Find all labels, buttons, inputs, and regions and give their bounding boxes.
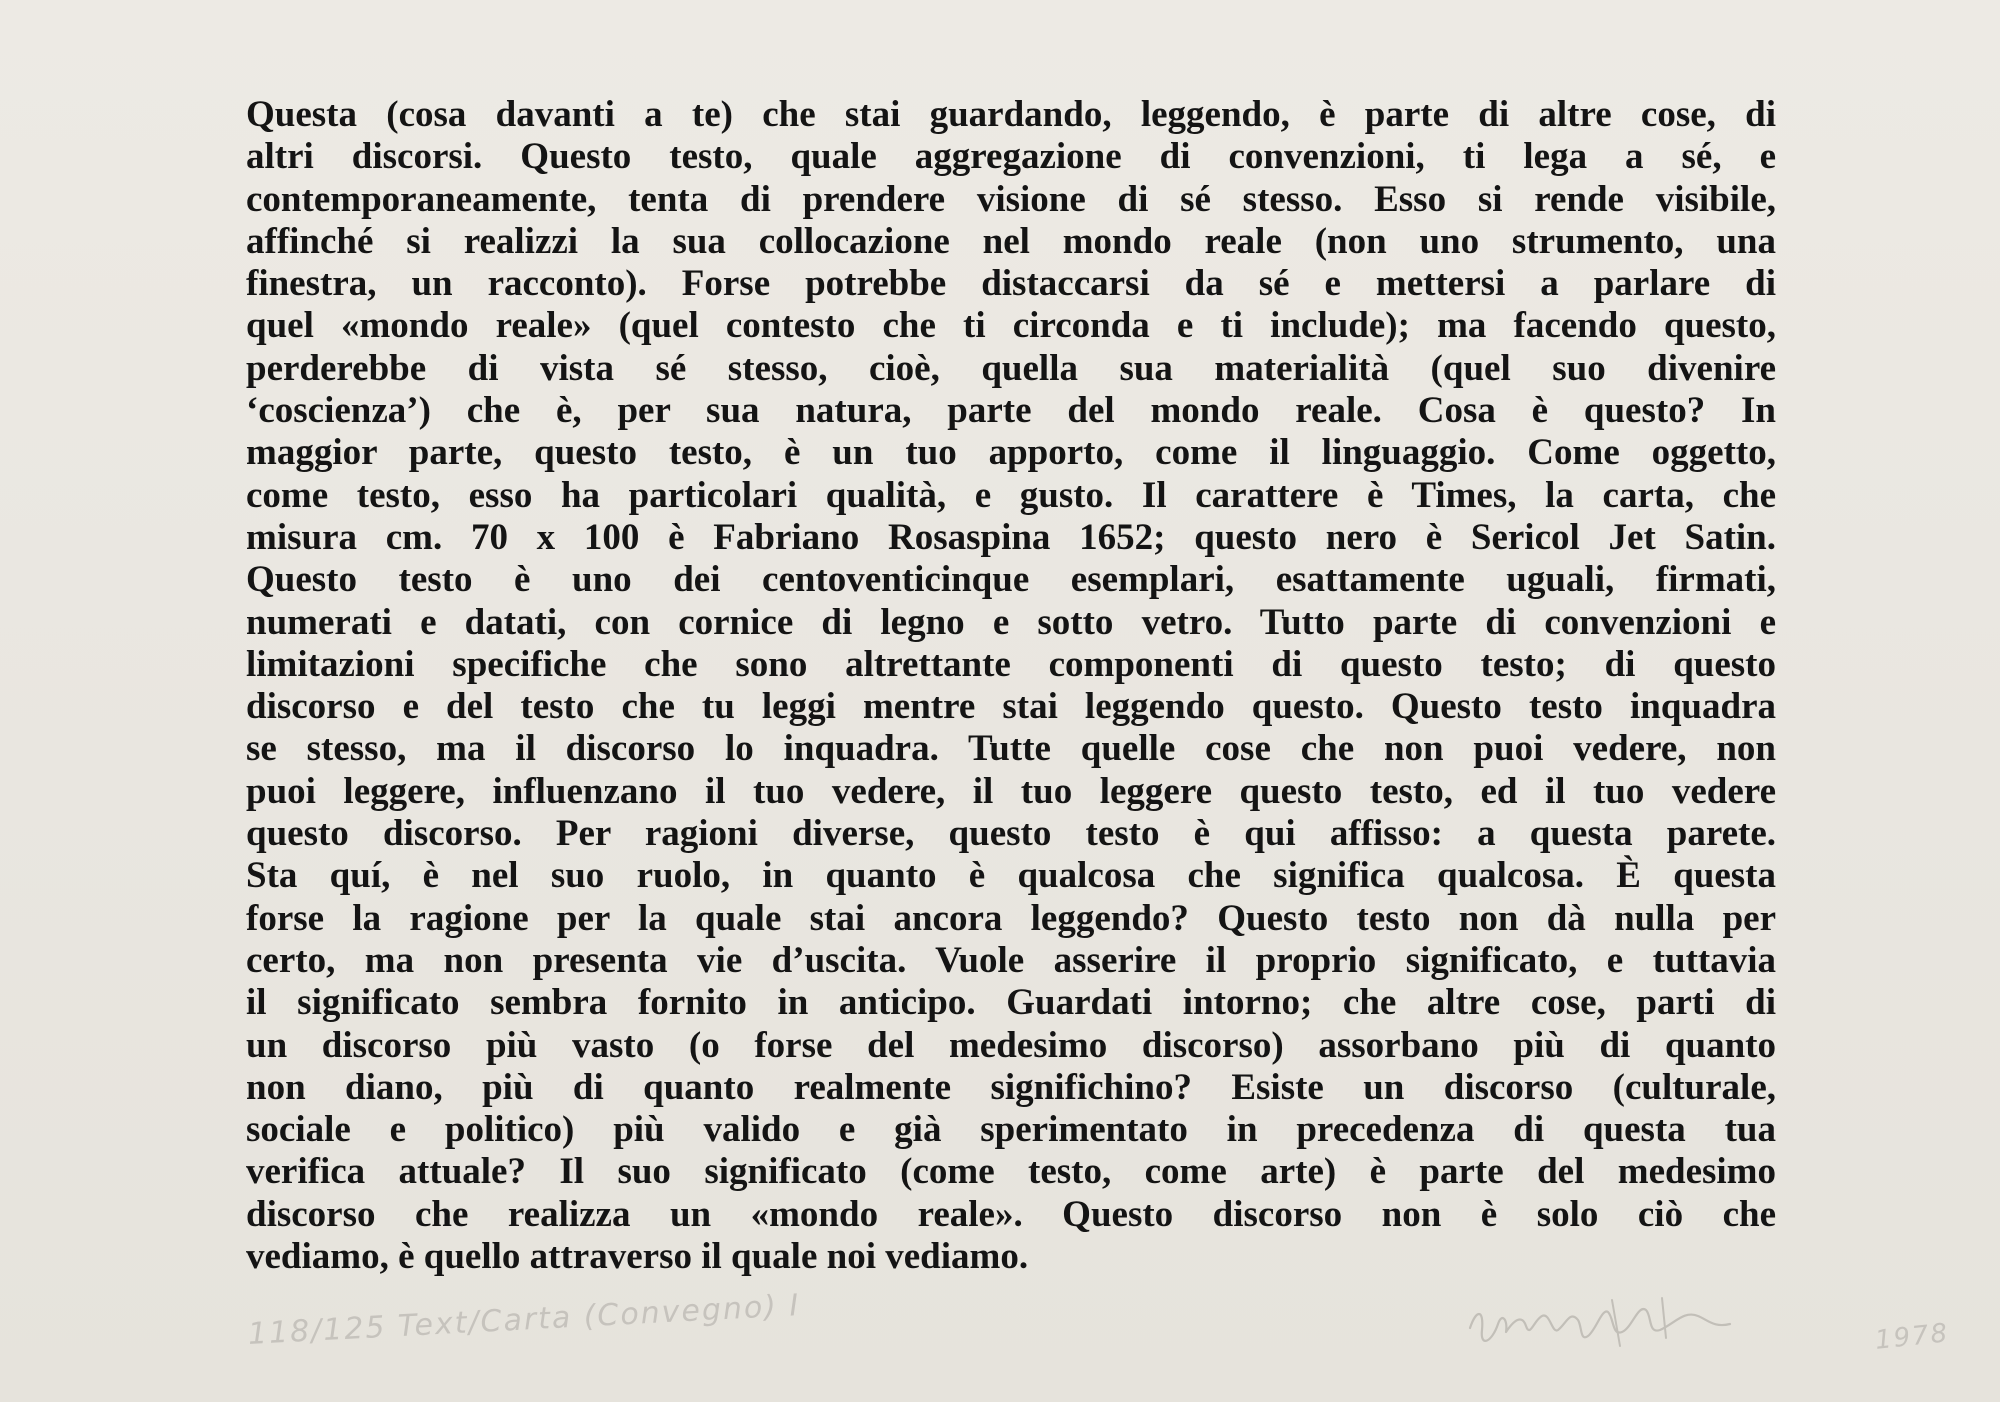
text-line-7: perderebbe di vista sé stesso, cioè, quella sua materialità (quel suo divenire bbox=[246, 347, 1776, 389]
text-line-5: finestra, un racconto). Forse potrebbe distaccarsi da sé e mettersi a parlare di bbox=[246, 263, 1776, 305]
text-line-8: ‘coscienza’) che è, per sua natura, parte del mondo reale. Cosa è questo? In bbox=[246, 390, 1776, 432]
signature-date: 1978 bbox=[1873, 1318, 1951, 1356]
text-line-24: non diano, più di quanto realmente significhino? Esiste un discorso (culturale, bbox=[246, 1066, 1776, 1108]
text-line-23: un discorso più vasto (o forse del medesimo discorso) assorbano più di quanto bbox=[246, 1024, 1776, 1066]
text-line-12: Questo testo è uno dei centoventicinque esemplari, esattamente uguali, firmati, bbox=[246, 559, 1776, 601]
text-line-4: affinché si realizzi la sua collocazione nel mondo reale (non uno strumento, una bbox=[246, 220, 1776, 262]
text-line-15: discorso e del testo che tu leggi mentre stai leggendo questo. Questo testo inquadra bbox=[246, 686, 1776, 728]
handwritten-signature bbox=[1462, 1290, 1792, 1360]
text-line-18: questo discorso. Per ragioni diverse, questo testo è qui affisso: a questa parete. bbox=[246, 813, 1776, 855]
text-line-16: se stesso, ma il discorso lo inquadra. Tutte quelle cose che non puoi vedere, non bbox=[246, 728, 1776, 770]
text-line-17: puoi leggere, influenzano il tuo vedere, il tuo leggere questo testo, ed il tuo vedere bbox=[246, 770, 1776, 812]
edition-inscription: 118/125 Text/Carta (Convegno) I bbox=[247, 1288, 802, 1352]
text-line-27: discorso che realizza un «mondo reale». Questo discorso non è solo ciò che bbox=[246, 1193, 1776, 1235]
text-line-3: contemporaneamente, tenta di prendere visione di sé stesso. Esso si rende visibile, bbox=[246, 178, 1776, 220]
text-line-28: vediamo, è quello attraverso il quale noi vediamo. bbox=[246, 1236, 1029, 1278]
text-line-13: numerati e datati, con cornice di legno e sotto vetro. Tutto parte di convenzioni e bbox=[246, 601, 1776, 643]
text-line-25: sociale e politico) più valido e già sperimentato in precedenza di questa tua bbox=[246, 1109, 1776, 1151]
text-line-1: Questa (cosa davanti a te) che stai guardando, leggendo, è parte di altre cose, di bbox=[246, 94, 1776, 135]
text-line-9: maggior parte, questo testo, è un tuo apporto, come il linguaggio. Come oggetto, bbox=[246, 432, 1776, 474]
text-line-26: verifica attuale? Il suo significato (come testo, come arte) è parte del medesimo bbox=[246, 1151, 1776, 1193]
printed-text-block bbox=[246, 94, 1776, 1278]
text-line-2: altri discorsi. Questo testo, quale aggregazione di convenzioni, ti lega a sé, e bbox=[246, 136, 1776, 178]
text-line-22: il significato sembra fornito in anticipo. Guardati intorno; che altre cose, parti di bbox=[246, 982, 1776, 1024]
text-line-14: limitazioni specifiche che sono altrettante componenti di questo testo; di questo bbox=[246, 643, 1776, 685]
text-line-10: come testo, esso ha particolari qualità, e gusto. Il carattere è Times, la carta, che bbox=[246, 474, 1776, 516]
text-line-19: Sta quí, è nel suo ruolo, in quanto è qualcosa che significa qualcosa. È questa bbox=[246, 855, 1776, 897]
text-line-6: quel «mondo reale» (quel contesto che ti circonda e ti include); ma facendo questo, bbox=[246, 305, 1776, 347]
text-line-20: forse la ragione per la quale stai ancora leggendo? Questo testo non dà nulla per bbox=[246, 897, 1776, 939]
text-line-21: certo, ma non presenta vie d’uscita. Vuole asserire il proprio significato, e tuttavia bbox=[246, 939, 1776, 981]
text-line-11: misura cm. 70 x 100 è Fabriano Rosaspina 1652; questo nero è Sericol Jet Satin. bbox=[246, 516, 1776, 558]
